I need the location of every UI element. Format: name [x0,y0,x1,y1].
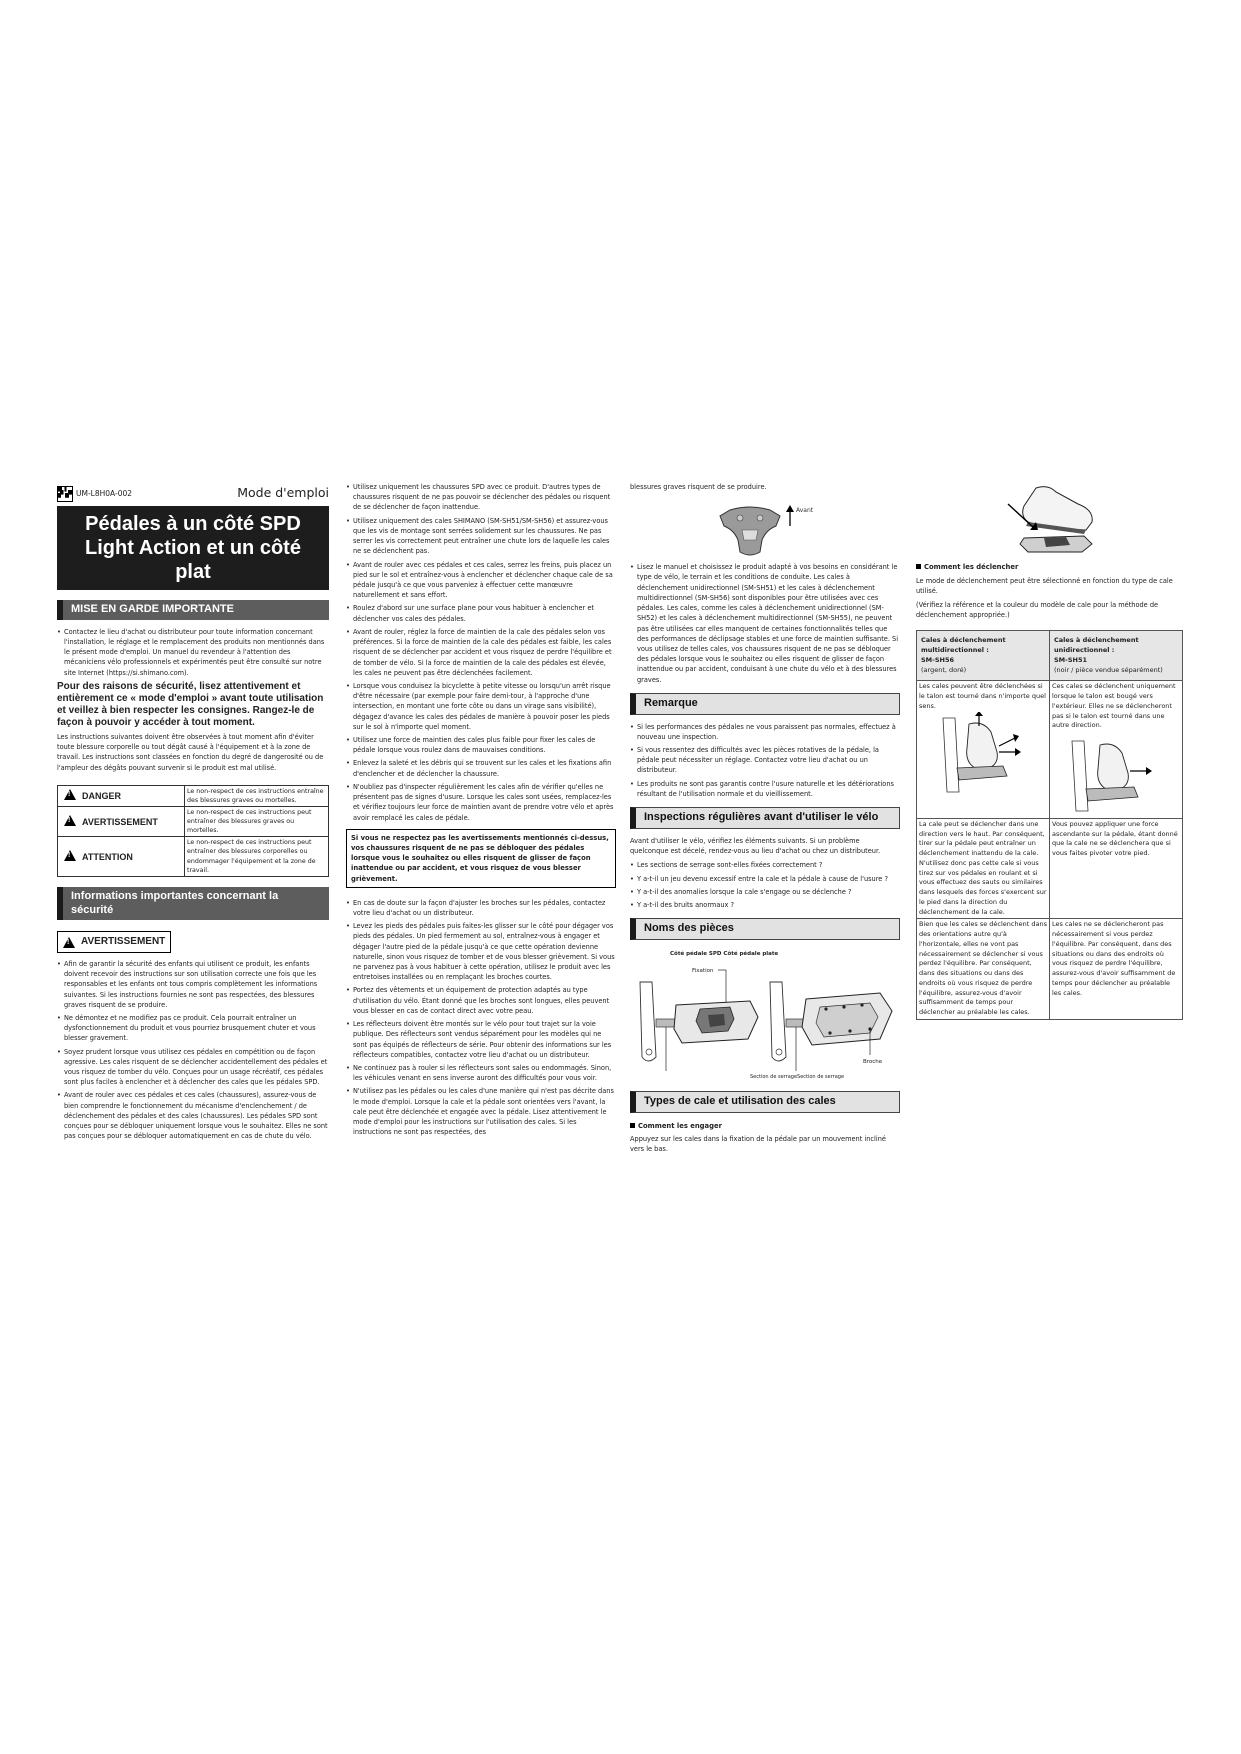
level-label: ATTENTION [82,851,133,862]
subhead-declencher: Comment les déclencher [916,562,1182,573]
declencher-text-2: (Vérifiez la référence et la couleur du modèle de cale pour la méthode de déclenchement appropriée.) [916,600,1159,620]
list-item: • Les sections de serrage sont-elles fixées correctement ? [630,860,900,870]
subhead-engager: Comment les engager [630,1121,900,1132]
shoe-engage-diagram [916,482,1182,554]
list-item: • Utilisez une force de maintien des cales plus faible pour fixer les cales de pédale lorsque vous roulez dans de mauvaises conditions. [346,735,616,755]
list-item: • Afin de garantir la sécurité des enfants qui utilisent ce produit, les enfants doivent recevoir des instructions sur son utilisation correcte une fois que les responsables et les enfants ont tous compris complètement les informations suivantes. Si les instructions fournies ne sont pas respectées, des blessures graves risquent de se produire. [57,959,329,1010]
section-remarque: Remarque [630,693,900,715]
table-header-row [917,631,1183,681]
level-desc: Le non-respect de ces instructions peut entraîner des blessures graves ou mortelles. [185,806,329,836]
warning-triangle-icon [64,815,76,826]
fixation-label: Fixation [692,967,714,974]
header-uni [1050,631,1183,681]
section-informations-securite: Informations importantes concernant la sécurité [57,887,329,921]
engager-text: Appuyez sur les cales dans la fixation de la pédale par un mouvement incliné vers le bas. [630,1135,886,1154]
list-item: • Ne continuez pas à rouler si les réflecteurs sont sales ou endommagés. Sinon, les véhicules venant en sens inverse auront des difficultés pour vous voir. [346,1063,616,1083]
list-item: • Enlevez la saleté et les débris qui se trouvent sur les cales et les fixations afin d'enclencher et de déclencher la chaussure. [346,758,616,778]
table-cell: Vous pouvez appliquer une force ascendante sur la pédale, étant donné que la cale ne se déclenchera que si vous faites pivoter votre pied. [1050,818,1183,919]
column-2 [346,482,616,1141]
crank-arm-left [640,982,656,1061]
outward-arrow-icon [1130,767,1152,775]
table-cell: Ces cales se déclenchent uniquement lorsque le talon est bougé vers l'extérieur. Elles ne se déclencheront pas si le talon est tourné dans une autre direction. [1052,682,1176,730]
pedal-icon [1086,787,1138,801]
list-item: • Levez les pieds des pédales puis faites-les glisser sur le côté pour dégager vos pieds des pédales. Un pied fermement au sol, entraînez-vous à engager et dégager l'autre pied de la pédale jusqu'à ce que cette opération devienne naturelle, sinon vous risquez de tomber et de vous blesser grièvement. Si vous ne parvenez pas à vous habituer à cette opération, utilisez le produit avec les entretoises installées ou en remplaçant les broches courtes. [346,921,616,982]
section-types-cale: Types de cale et utilisation des cales [630,1091,900,1113]
table-row [917,818,1183,919]
table-cell: La cale peut se déclencher dans une direction vers le haut. Par conséquent, tirer sur la pédale peut entraîner un déclenchement inattendu de la cale. N'utilisez donc pas cette cale si vous tirez sur vos pédales en roulant et si vous effectuez des sauts ou similaires dans lesquels des forces s'exercent sur le pied dans la direction du déclenchement de la cale. [917,818,1050,919]
doc-code-text: UM-L8H0A-002 [76,489,133,499]
spd-pedal-icon [656,1001,758,1043]
broche-label: Broche [863,1058,883,1065]
warning-level-row [58,785,329,806]
mode-emploi-label: Mode d'emploi [237,484,329,500]
shoe-icon [967,723,998,768]
pedal-icon [957,766,1007,780]
header-uni-model: SM-SH51 [1054,655,1088,664]
list-item: • Les réflecteurs doivent être montés sur le vélo pour tout trajet sur la voie publique. Des réflecteurs sont vendus séparément pour les modèles qui ne sont pas équipés de réflecteurs de série. Pour obtenir des informations sur les réflecteurs compatibles, contactez votre lieu d'achat ou un distributeur. [346,1019,616,1060]
list-item: • Si les performances des pédales ne vous paraissent pas normales, effectuez à nouveau une inspection. [630,722,900,742]
level-desc: Le non-respect de ces instructions entraîne des blessures graves ou mortelles. [185,785,329,806]
table-cell: Bien que les cales se déclenchent dans des orientations autre qu'à l'horizontale, elles ne vont pas nécessairement se déclencher si vous perdez l'équilibre. Par conséquent, dans des situations ou dans des endroits où vous risquez de perdre l'équilibre, assurez-vous d'avoir suffisamment de temps pour déclencher au préalable les cales. [917,919,1050,1020]
header-multi-note: (argent, doré) [921,665,967,674]
list-item: • Y a-t-il des anomalies lorsque la cale s'engage ou se déclenche ? [630,887,900,897]
list-item: • Utilisez uniquement les chaussures SPD avec ce produit. D'autres types de chaussures risquent de ne pas pouvoir se déclencher des pédales ou risquent de se déclencher de façon inattendue. [346,482,616,513]
pedal-icon [1020,536,1092,552]
section-mise-en-garde: MISE EN GARDE IMPORTANTE [57,600,329,620]
table-cell: Les cales ne se déclencheront pas nécessairement si vous perdez l'équilibre. Par conséquent, dans des situations ou dans des endroits où vous risquez de perdre l'équilibre, assurez-vous d'avoir suffisamment de temps pour déclencher au préalable les cales. [1050,919,1183,1020]
doc-code [57,486,132,502]
document-header [57,482,329,502]
warning-badge [57,931,171,953]
list-item: • N'oubliez pas d'inspecter régulièrement les cales afin de vérifier qu'elles ne présentent pas de signes d'usure. Lorsque les cales sont usées, remplacez-les et vérifiez toujours leur force de maintien avant de prendre votre vélo et après avoir remplacé les cales de pédale. [346,782,616,823]
header-uni-title: Cales à déclenchement unidirectionnel : [1054,636,1139,655]
column-3 [630,482,900,1159]
header-multi-title: Cales à déclenchement multidirectionnel : [921,636,1006,655]
list-item: • Si vous ressentez des difficultés avec les pièces rotatives de la pédale, la pédale peut nécessiter un réglage. Contactez votre lieu d'achat ou un distributeur. [630,745,900,776]
list-item: • Avant de rouler avec ces pédales et ces cales, serrez les freins, puis placez un pied sur le sol et entraînez-vous à enclencher et déclencher chaque cale de sa pédale jusqu'à ce que vous parveniez à effectuer cette manœuvre naturellement et sans effort. [346,560,616,601]
list-item: • En cas de doute sur la façon d'ajuster les broches sur les pédales, contactez votre lieu d'achat ou un distributeur. [346,898,616,918]
crank-icon [943,718,959,792]
safety-lead: Pour des raisons de sécurité, lisez attentivement et entièrement ce « mode d'emploi » avant toute utilisation et veillez à bien respecter les consignes. Rangez-le de façon à pouvoir y accéder à tout moment. [57,680,324,728]
intro-bullet: • Contactez le lieu d'achat ou distributeur pour toute information concernant l'installation, le réglage et le remplacement des produits non mentionnés dans le présent mode d'emploi. Un manuel du revendeur à l'attention des mécaniciens vélo professionnels et expérimentés peut être consulté sur notre site Internet (https://si.shimano.com). [57,627,329,678]
list-item: • Ne démontez et ne modifiez pas ce produit. Cela pourrait entraîner un dysfonctionnement du produit et vous pourriez brusquement chuter et vous blesser gravement. [57,1013,329,1044]
table-cell: Les cales peuvent être déclenchées si le talon est tourné dans n'importe quel sens. [919,682,1046,710]
cleat-types-table [916,630,1183,1020]
continued-text: blessures graves risquent de se produire. [630,483,767,491]
warning-level-row [58,806,329,836]
serrage-label: Section de serrageSection de serrage [750,1073,845,1080]
header-multi-model: SM-SH56 [921,655,955,664]
flat-pedal-icon [786,993,892,1045]
section-inspections: Inspections régulières avant d'utiliser le vélo [630,807,900,829]
list-item: • Avant de rouler, réglez la force de maintien de la cale des pédales selon vos préférences. Si la force de maintien de la cale des pédales est faible, les cales risquent de se déclencher par accident et vous risquez de perdre l'équilibre et de tomber de vélo. Si la force de maintien de la cale des pédales est élevée, les cales ne peuvent pas être déclenchées facilement. [346,627,616,678]
column-4 [916,482,1182,1020]
crank-icon [1072,741,1088,811]
list-item: • Les produits ne sont pas garantis contre l'usure naturelle et les détériorations résultant de l'utilisation normale et du vieillissement. [630,779,900,799]
header-uni-note: (noir / pièce vendue séparément) [1054,665,1163,674]
crank-arm-right [770,982,786,1061]
parts-title: Côté pédale SPD Côté pédale plate [670,950,779,957]
risk-paragraph: Les instructions suivantes doivent être observées à tout moment afin d'éviter toute blessure corporelle ou tout dégât causé à l'équipement et à la zone de travail. Les instructions sont classées en fonction du degré de dangerosité ou de l'ampleur des dégâts pouvant survenir si le produit est mal utilisé. [57,732,324,772]
column-1 [57,482,329,1145]
list-item: • Roulez d'abord sur une surface plane pour vous habituer à enclencher et déclencher vos cales des pédales. [346,603,616,623]
level-desc: Le non-respect de ces instructions peut entraîner des blessures corporelles ou endommager l'équipement et la zone de travail. [185,837,329,877]
list-item: • Avant de rouler avec ces pédales et ces cales (chaussures), assurez-vous de bien comprendre le fonctionnement du mécanisme d'enclenchement / de déclenchement des pédales et des cales (chaussures). Les pédales SPD sont conçues pour se débloquer uniquement lorsque vous le souhaitez. Elles ne sont pas conçues pour se débloquer automatiquement en cas de chute du vélo. [57,1090,329,1141]
heel-rotation-multi-diagram [919,712,1047,798]
parts-diagram [630,947,900,1083]
cleat-diagram [630,496,900,562]
declencher-text-1: Le mode de déclenchement peut être sélectionné en fonction du type de cale utilisé. [916,576,1173,595]
table-row [917,681,1183,819]
forward-arrow-icon [786,505,794,526]
warning-levels-table [57,785,329,877]
header-multi [917,631,1050,681]
list-item: • Lisez le manuel et choisissez le produit adapté à vos besoins en considérant le type de vélo, le terrain et les conditions de conduite. Les cales à déclenchement unidirectionnel (SM-SH51) et les cales à déclenchement multidirectionnel (SM-SH56) sont disponibles pour être utilisées avec ces pédales. Les cales, comme les cales à déclenchement unidirectionnel (SM-SH52) et les cales à déclenchement multidirectionnel (SM-SH55), ne peuvent pas être utilisées car elles manquent de certaines fonctionnalités telles que des performances de déclipsage stables et une force de maintien suffisante. Si vous utilisez de telles cales, vos chaussures risquent de ne pas se débloquer des pédales lorsque vous le souhaitez ou elles risquent de glisser de façon inattendue ou par accident, conduisant à une chute du vélo et à des blessures graves. [630,562,900,685]
cleat-icon [720,507,780,555]
level-label: AVERTISSEMENT [82,816,158,827]
warning-badge-label: AVERTISSEMENT [81,936,166,948]
page-title: Pédales à un côté SPD Light Action et un côté plat [57,506,329,590]
shoe-icon [1098,744,1129,789]
list-item: • Portez des vêtements et un équipement de protection adaptés au type d'utilisation du vélo. Étant donné que les broches sont longues, elles peuvent vous blesser en cas de contact direct avec votre peau. [346,985,616,1016]
list-item: • Utilisez uniquement des cales SHIMANO (SM-SH51/SM-SH56) et assurez-vous que les vis de montage sont serrées solidement sur les chaussures. Ne pas serrer les vis correctement peut entraîner une chute lors de laquelle les cales ne se déclenchent pas. [346,516,616,557]
warning-level-row [58,837,329,877]
warning-triangle-icon [63,937,75,948]
list-item: • Lorsque vous conduisez la bicyclette à petite vitesse ou lorsqu'un arrêt risque d'être nécessaire (par exemple pour faire demi-tour, à l'approche d'une intersection, en montant une forte côte ou dans un virage sans visibilité), dégagez d'avance les cales des pédales de manière à pouvoir poser les pieds sur le sol à n'importe quel moment. [346,681,616,732]
warning-triangle-icon [64,789,76,800]
section-noms-pieces: Noms des pièces [630,918,900,940]
table-row [917,919,1183,1020]
level-label: DANGER [82,790,122,801]
list-item: • Y a-t-il un jeu devenu excessif entre la cale et la pédale à cause de l'usure ? [630,874,900,884]
heel-rotation-uni-diagram [1052,731,1180,813]
list-item: • Soyez prudent lorsque vous utilisez ces pédales en compétition ou de façon agressive. Les cales risquent de se déclencher accidentellement des pédales et vous risquez de tomber du vélo. Conçues pour un usage récréatif, ces pédales sont plus faciles à enclencher et à déclencher des cales que les pédales SPD. [57,1047,329,1088]
avant-label: Avant [796,507,814,515]
warning-triangle-icon [64,850,76,861]
warning-box-note: Si vous ne respectez pas les avertissements mentionnés ci-dessus, vos chaussures risquent de ne pas se débloquer des pédales lorsque vous le souhaitez ou elles risquent de glisser de façon inattendue ou par accident, et vous risquez de vous blesser grièvement. [346,829,616,888]
inspections-intro: Avant d'utiliser le vélo, vérifiez les éléments suivants. Si un problème quelconque est décelé, rendez-vous au lieu d'achat ou chez un distributeur. [630,836,881,856]
qr-code-icon [57,486,73,502]
list-item: • Y a-t-il des bruits anormaux ? [630,900,900,910]
list-item: • N'utilisez pas les pédales ou les cales d'une manière qui n'est pas décrite dans le mode d'emploi. Lorsque la cale et la pédale sont orientées vers l'avant, la cale peut être déclenchée et engagée avec la pédale. Lisez attentivement le mode d'emploi pour les instructions sur l'utilisation des cales. Si les instructions ne sont pas respectées, des [346,1086,616,1137]
